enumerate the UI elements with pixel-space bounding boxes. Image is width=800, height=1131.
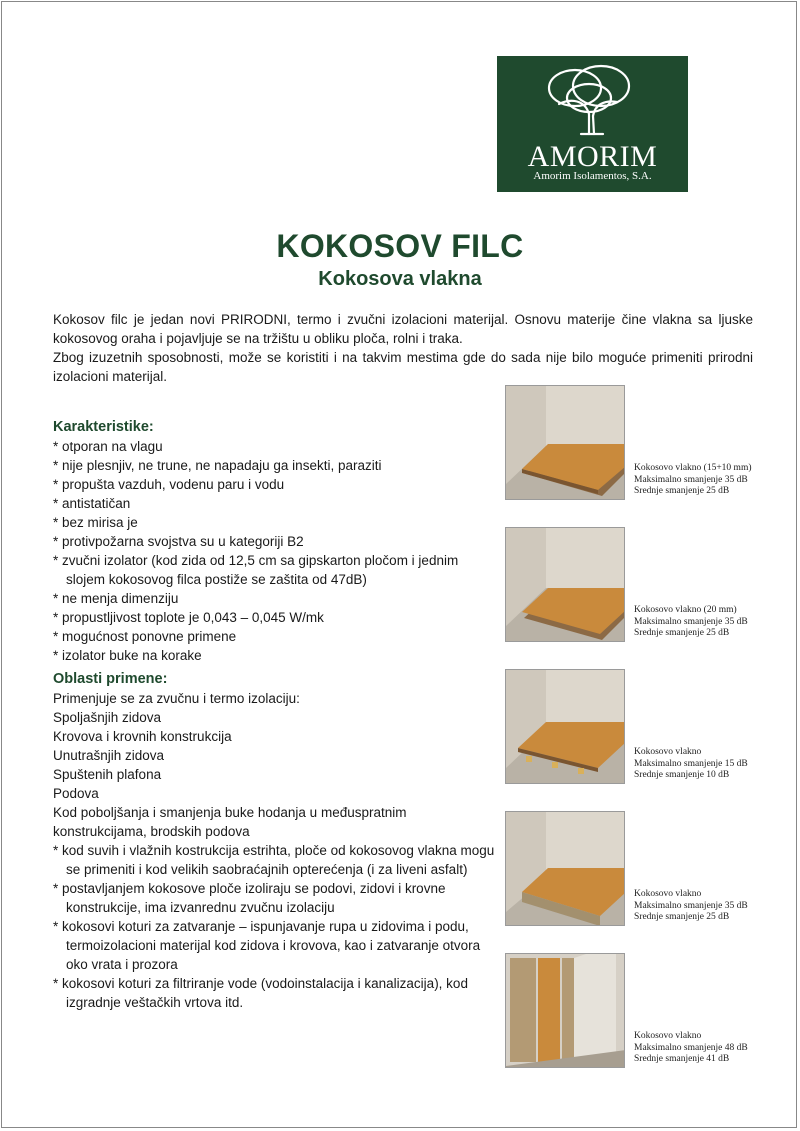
list-item: * otporan na vlagu	[53, 437, 498, 456]
tree-emblem-icon	[497, 56, 688, 146]
applications-heading: Oblasti primene:	[53, 671, 168, 687]
figure-caption-2	[634, 605, 748, 640]
caption-line: Maksimalno smanjenje 35 dB	[634, 900, 748, 911]
caption-line: Srednje smanjenje 25 dB	[634, 628, 730, 638]
caption-line: Kokosovo vlakno	[634, 747, 702, 757]
caption-line: Maksimalno smanjenje 35 dB	[634, 616, 748, 627]
figure-caption-1	[634, 463, 752, 498]
characteristics-heading: Karakteristike:	[53, 419, 154, 435]
floor-illustration-2	[505, 527, 625, 642]
list-item: * mogućnost ponovne primene	[53, 627, 498, 646]
intro-text	[53, 310, 753, 386]
wall-illustration	[505, 953, 625, 1068]
document-subtitle: Kokosova vlakna	[318, 268, 482, 290]
list-item: * kokosovi koturi za filtriranje vode (vodoinstalacija i kanalizacija), kod izgradnje veštačkih vrtova itd.	[53, 974, 498, 1012]
list-item: * kokosovi koturi za zatvaranje – ispunjavanje rupa u zidovima i podu, termoizolacioni materijal kod zidova i krovova, kao i zatvaranje otvora oko vrata i prozora	[53, 917, 498, 974]
document-title: KOKOSOV FILC	[276, 228, 524, 264]
caption-line: Srednje smanjenje 25 dB	[634, 912, 730, 922]
logo-brand: AMORIM	[527, 140, 658, 173]
caption-line: Kokosovo vlakno	[634, 1031, 702, 1041]
list-item: * zvučni izolator (kod zida od 12,5 cm sa gipskarton pločom i jednim slojem kokosovog filca postiže se zaštita od 47dB)	[53, 551, 498, 589]
logo-subtitle: Amorim Isolamentos, S.A.	[533, 170, 652, 182]
caption-line: Maksimalno smanjenje 35 dB	[634, 474, 748, 485]
list-item: * kod suvih i vlažnih kostrukcija estrihta, ploče od kokosovog vlakna mogu se primeniti i kod velikih saobraćajnih opterećenja (i za liveni asfalt)	[53, 841, 498, 879]
caption-line: Srednje smanjenje 41 dB	[634, 1054, 730, 1064]
list-item: * postavljanjem kokosove ploče izoliraju se podovi, zidovi i krovne konstrukcije, ima izvanrednu zvučnu izolaciju	[53, 879, 498, 917]
application-line: Primenjuje se za zvučnu i termo izolaciju:	[53, 691, 300, 706]
caption-line: Srednje smanjenje 10 dB	[634, 770, 730, 780]
application-line: Unutrašnjih zidova	[53, 748, 165, 763]
intro-paragraph: Zbog izuzetnih sposobnosti, može se koristiti i na takvim mestima gde do sada nije bilo moguće primeniti prirodni izolacioni materijal.	[53, 350, 753, 384]
caption-line: Srednje smanjenje 25 dB	[634, 486, 730, 496]
amorim-logo	[497, 56, 688, 192]
figure-caption-3	[634, 747, 748, 782]
caption-line: Kokosovo vlakno (15+10 mm)	[634, 463, 752, 473]
list-item: * antistatičan	[53, 494, 498, 513]
characteristics-list	[53, 437, 498, 665]
list-item: * izolator buke na korake	[53, 646, 498, 665]
list-item: * protivpožarna svojstva su u kategoriji B2	[53, 532, 498, 551]
figure-caption-5	[634, 1031, 748, 1066]
application-line: Podova	[53, 786, 99, 801]
floor-illustration-4	[505, 811, 625, 926]
figure-caption-4	[634, 889, 748, 924]
application-line: Kod poboljšanja i smanjenja buke hodanja u međuspratnim konstrukcijama, brodskih podova	[53, 805, 407, 839]
caption-line: Kokosovo vlakno (20 mm)	[634, 605, 737, 615]
floor-illustration-1	[505, 385, 625, 500]
caption-line: Kokosovo vlakno	[634, 889, 702, 899]
applications-list	[53, 841, 498, 1012]
list-item: * propustljivost toplote je 0,043 – 0,045 W/mk	[53, 608, 498, 627]
list-item: * nije plesnjiv, ne trune, ne napadaju ga insekti, paraziti	[53, 456, 498, 475]
left-column	[53, 417, 498, 1016]
list-item: * propušta vazduh, vodenu paru i vodu	[53, 475, 498, 494]
intro-paragraph: Kokosov filc je jedan novi PRIRODNI, termo i zvučni izolacioni materijal. Osnovu materije čine vlakna sa ljuske kokosovog oraha i pojavljuje se na tržištu u obliku ploča, rolni i traka.	[53, 312, 753, 346]
list-item: * ne menja dimenziju	[53, 589, 498, 608]
list-item: * bez mirisa je	[53, 513, 498, 532]
application-line: Spoljašnjih zidova	[53, 710, 162, 725]
application-line: Krovova i krovnih konstrukcija	[53, 729, 232, 744]
floor-illustration-3	[505, 669, 625, 784]
application-line: Spuštenih plafona	[53, 767, 162, 782]
caption-line: Maksimalno smanjenje 15 dB	[634, 758, 748, 769]
caption-line: Maksimalno smanjenje 48 dB	[634, 1042, 748, 1053]
